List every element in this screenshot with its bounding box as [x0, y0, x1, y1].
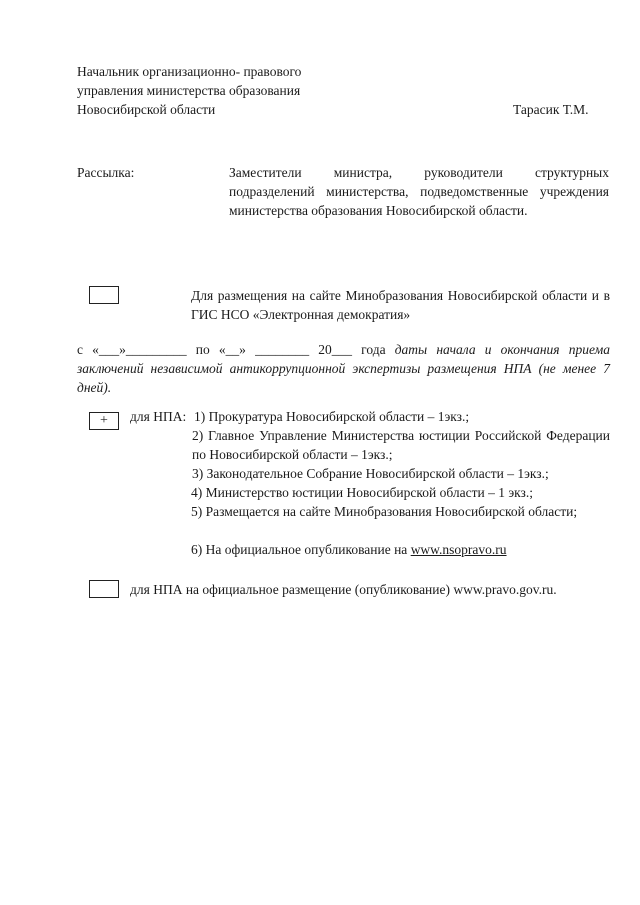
- signer-position: [77, 62, 377, 119]
- period-description: даты начала и окончания приема заключений независимой антикоррупционной экспертизы размещения НПА (не менее 7 дней).: [77, 342, 610, 395]
- npa-item-3: 3) Законодательное Собрание Новосибирской области – 1экз.;: [192, 466, 549, 481]
- mailing-text: Заместители министра, руководители структурных подразделений министерства, подведомственные учреждения министерства образования Новосибирской области.: [229, 165, 609, 218]
- npa-item-1: 1) Прокуратура Новосибирской области – 1экз.;: [194, 409, 470, 424]
- signer-line-2: управления министерства образования: [77, 83, 301, 98]
- placement-text: Для размещения на сайте Минобразования Новосибирской области и в ГИС НСО «Электронная демократия»: [191, 288, 610, 322]
- mailing-label: Рассылка:: [77, 165, 135, 180]
- period-text: [77, 340, 610, 397]
- signer-name: Тарасик Т.М.: [513, 102, 589, 117]
- npa-item-2: 2) Главное Управление Министерства юстиции Российской Федерации по Новосибирской области – 1экз.;: [192, 428, 610, 462]
- npa-label: для НПА:: [130, 409, 187, 424]
- npa-item-4: 4) Министерство юстиции Новосибирской области – 1 экз.;: [191, 485, 534, 500]
- signer-line-1: Начальник организационно- правового: [77, 64, 302, 79]
- placement-checkbox[interactable]: [89, 286, 119, 304]
- npa-item-5: 5) Размещается на сайте Минобразования Новосибирской области;: [191, 504, 578, 519]
- npa-checkbox[interactable]: [89, 412, 119, 430]
- npa-item-6-text: 6) На официальное опубликование на: [191, 542, 408, 557]
- nsopravo-link[interactable]: www.nsopravo.ru: [410, 542, 507, 557]
- period-dates: с «___»_________ по «__» ________ 20___ года: [77, 342, 386, 357]
- signer-line-3: Новосибирской области: [77, 102, 216, 117]
- official-checkbox[interactable]: [89, 580, 119, 598]
- npa-item-6: [191, 540, 610, 559]
- npa-checkbox-mark: +: [100, 413, 108, 428]
- official-text: для НПА на официальное размещение (опубликование) www.pravo.gov.ru.: [130, 582, 557, 597]
